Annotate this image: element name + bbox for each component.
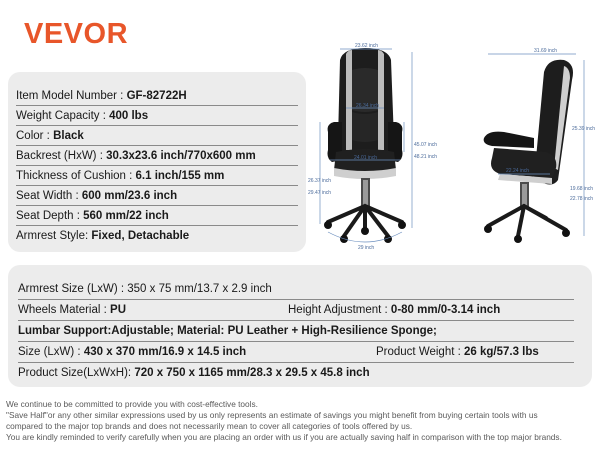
wheels-label: Wheels Material : (18, 304, 111, 316)
spec-row (16, 166, 298, 186)
spec-label: Backrest (HxW) : (16, 150, 107, 162)
spec-value: 6.1 inch/155 mm (135, 170, 225, 182)
disclaimer-line: "Save Half"or any other similar expressions used by us only represents an estimate of savings you might benefit from buying certain tools with us (6, 410, 538, 420)
product-weight-value: 26 kg/57.3 lbs (464, 346, 539, 358)
disclaimer (6, 399, 598, 443)
product-weight-label: Product Weight : (376, 346, 464, 358)
spec-value: Black (53, 130, 84, 142)
size-label: Size (LxW) : (18, 346, 84, 358)
spec-value: GF-82722H (126, 90, 187, 102)
detail-row (18, 342, 574, 363)
armrest-label: Armrest Size (LxW) : (18, 283, 128, 295)
spec-value: 560 mm/22 inch (83, 210, 169, 222)
dim-label: 31.69 inch (534, 48, 558, 54)
details-panel (8, 265, 592, 387)
lumbar-support-text: Lumbar Support:Adjustable; Material: PU Leather + High-Resilience Sponge; (18, 325, 437, 337)
dim-label: 19.68 inch (570, 186, 594, 192)
side-chair-image (484, 60, 573, 243)
dim-label: 45.07 inch (414, 142, 438, 148)
spec-label: Thickness of Cushion : (16, 170, 136, 182)
spec-value: 30.3x23.6 inch/770x600 mm (106, 150, 256, 162)
product-size-label: Product Size(LxWxH): (18, 367, 135, 379)
dim-label: 22.78 inch (570, 196, 594, 202)
spec-row (16, 186, 298, 206)
spec-row (16, 106, 298, 126)
vevor-logo: VEVOR (24, 18, 129, 50)
size-value: 430 x 370 mm/16.9 x 14.5 inch (83, 346, 247, 358)
dim-label: 22.24 inch (506, 168, 530, 174)
spec-label: Seat Depth : (16, 210, 84, 222)
spec-label: Weight Capacity : (16, 110, 110, 122)
dim-label: 25.39 inch (572, 126, 596, 132)
spec-value: Fixed, Detachable (91, 230, 190, 242)
detail-row (18, 279, 574, 300)
spec-value: 400 lbs (109, 110, 149, 122)
spec-row (16, 206, 298, 226)
front-chair-image (324, 48, 406, 243)
chair-dimension-illustration (308, 40, 600, 255)
spec-label: Item Model Number : (16, 90, 127, 102)
disclaimer-line: We continue to be committed to provide you with cost-effective tools. (6, 399, 258, 409)
dim-label: 29 inch (358, 245, 375, 251)
height-adjustment-value: 0-80 mm/0-3.14 inch (390, 304, 501, 316)
dim-label: 29.47 inch (308, 190, 332, 196)
product-size-value: 720 x 750 x 1165 mm/28.3 x 29.5 x 45.8 inch (134, 367, 370, 379)
dim-label: 24.01 inch (354, 155, 378, 161)
dim-label: 26.37 inch (308, 178, 332, 184)
armrest-value: 350 x 75 mm/13.7 x 2.9 inch (127, 283, 272, 295)
spec-value: 600 mm/23.6 inch (81, 190, 178, 202)
spec-row (16, 226, 298, 246)
detail-row (18, 363, 574, 384)
spec-label: Armrest Style: (16, 230, 92, 242)
disclaimer-line: compared to the major top brands and does not necessarily mean to cover all categories of tools offered by us. (6, 421, 413, 431)
dim-label: 48.21 inch (414, 154, 438, 160)
detail-row (18, 321, 574, 342)
dim-label: 23.62 inch (355, 43, 379, 49)
spec-panel (8, 72, 306, 252)
spec-label: Seat Width : (16, 190, 82, 202)
spec-row (16, 126, 298, 146)
height-adjustment-label: Height Adjustment : (288, 304, 391, 316)
spec-label: Color : (16, 130, 54, 142)
detail-row (18, 300, 574, 321)
spec-row (16, 146, 298, 166)
dim-label: 26.34 inch (356, 103, 380, 109)
disclaimer-line: You are kindly reminded to verify carefully when you are placing an order with us if you are actually saving half in comparison with the top major brands. (6, 432, 562, 442)
wheels-value: PU (110, 304, 127, 316)
spec-row (16, 86, 298, 106)
